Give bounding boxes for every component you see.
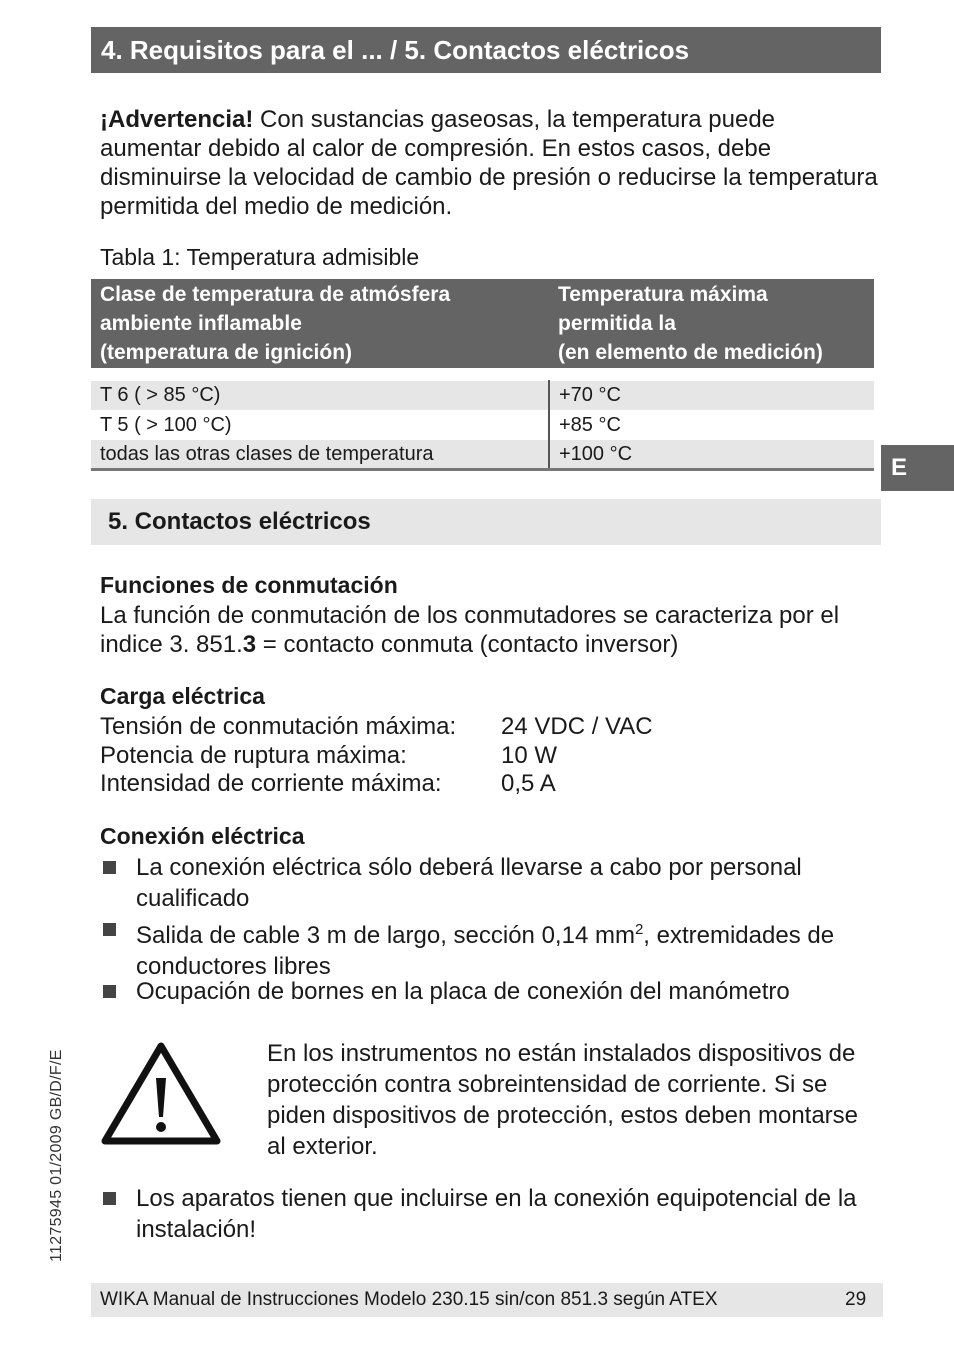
table-row [91,411,874,440]
table-divider [548,380,550,469]
load-value: 10 W [501,742,558,769]
page-number: 29 [845,1289,867,1310]
table-header [91,279,874,368]
bullet-item: Salida de cable 3 m de largo, sección 0,14 $mm^2$, extremidades de conductores libres [136,921,835,980]
bullet-square-icon [103,861,116,874]
warning-paragraph [100,105,880,221]
table-cell: +70 °C [559,384,621,406]
warning-note: En los instrumentos no están instalados dispositivos de protección contra sobreintensidad de corriente. Si se piden dispositivos de protección, estos deben montarse al exterior. [267,1040,859,1160]
switching-text: La función de conmutación de los conmutadores se caracteriza por el indice 3. 851.3 = contacto conmuta (contacto inversor) [100,602,840,658]
page-header [91,27,881,73]
table-cell: todas las otras clases de temperatura [100,443,434,465]
connection-title: Conexión eléctrica [100,823,305,849]
table-caption: Tabla 1: Temperatura admisible [100,244,420,270]
load-row [100,712,653,741]
bullet-square-icon [103,985,116,998]
header-title: 4. Requisitos para el ... / 5. Contactos eléctricos [101,35,690,65]
load-title: Carga eléctrica [100,683,265,709]
bullet-square-icon [103,923,116,936]
warning-text: Con sustancias gaseosas, la temperatura puede aumentar debido al calor de compresión. En estos casos, debe disminuirse la velocidad de cambio de presión o reducirse la temperatura permitida del medio de medición. [100,106,878,220]
language-tab [881,445,954,491]
bullet-item: Ocupación de bornes en la placa de conexión del manómetro [136,978,790,1005]
bullet-item: La conexión eléctrica sólo deberá llevarse a cabo por personal cualificado [136,854,802,912]
bullet-square-icon [103,1192,116,1205]
load-key: Intensidad de corriente máxima: [100,770,442,797]
document-code: 11275945 01/2009 GB/D/F/E [48,1049,65,1262]
load-key: Potencia de ruptura máxima: [100,742,407,769]
table-row [91,440,874,469]
table-cell: T 6 ( > 85 °C) [100,384,221,406]
table-header-col2: Temperatura máxima permitida la (en elemento de medición) [558,283,823,364]
load-value: 0,5 A [501,770,556,797]
load-value: 24 VDC / VAC [501,713,653,740]
bullet-item: Los aparatos tienen que incluirse en la conexión equipotencial de la instalación! [136,1185,857,1243]
table-cell: +85 °C [559,414,621,436]
table-cell: T 5 ( > 100 °C) [100,414,232,436]
warning-label: ¡Advertencia! [100,106,254,133]
section-title: 5. Contactos eléctricos [108,508,371,535]
section-header [91,499,881,545]
language-tab-label: E [891,454,908,481]
footer-text: WIKA Manual de Instrucciones Modelo 230.15 sin/con 851.3 según ATEX [100,1289,718,1310]
load-row [100,769,556,798]
table-header-col1: Clase de temperatura de atmósfera ambiente inflamable (temperatura de ignición) [100,283,451,364]
table-cell: +100 °C [559,443,633,465]
load-key: Tensión de conmutación máxima: [100,713,457,740]
warning-triangle-icon [100,1040,222,1146]
footer [91,1283,883,1317]
table-row [91,381,874,410]
switching-title: Funciones de conmutación [100,572,398,598]
table-bottom-rule [91,468,874,471]
load-row [100,741,557,770]
